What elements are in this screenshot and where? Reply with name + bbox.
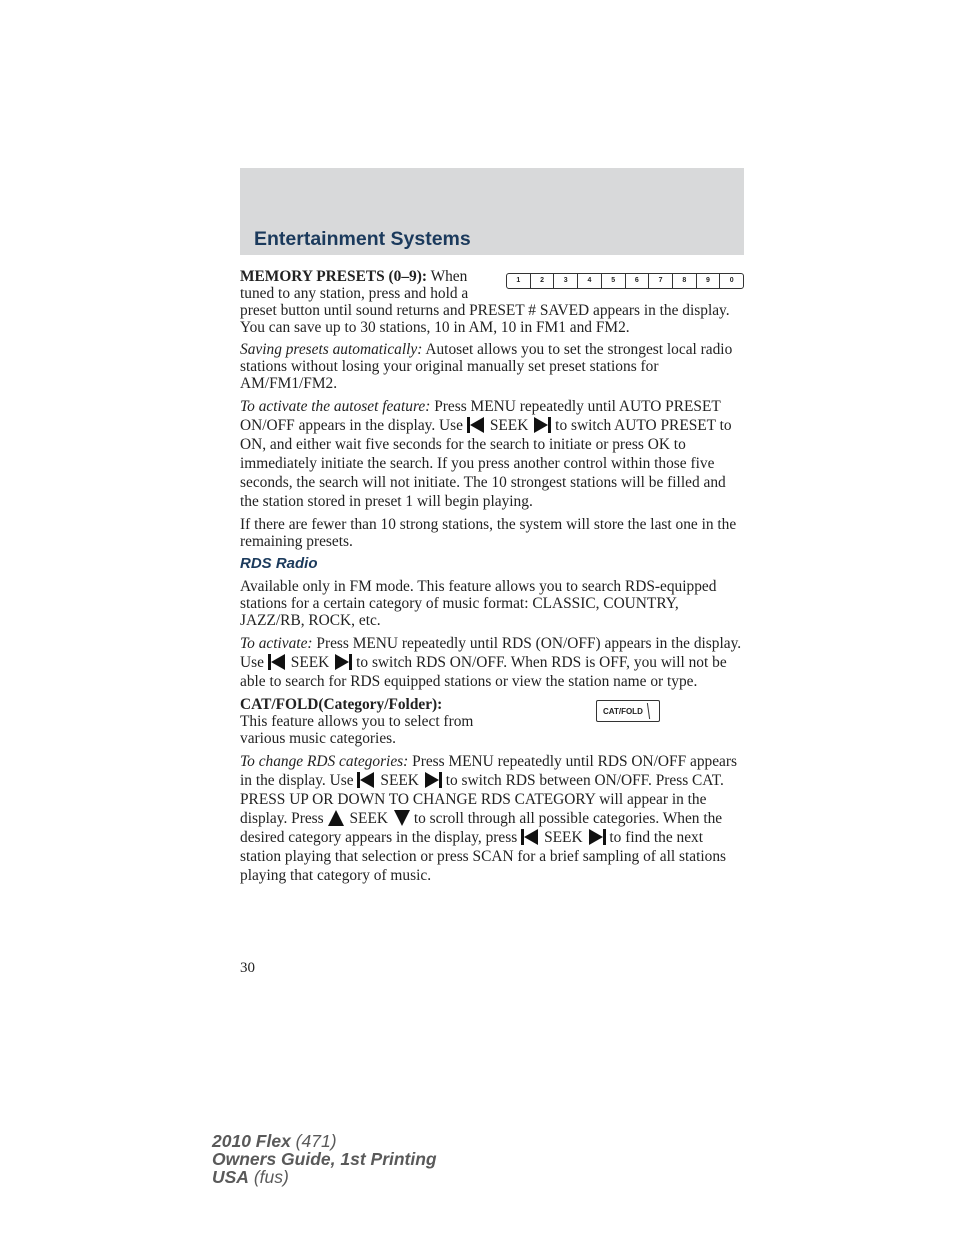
seek-control [521,828,605,847]
preset-button-7: 7 [649,274,673,288]
rds-activate-text-a: Press MENU repeatedly until RDS (ON/OFF) appears in the display. Use [240,635,742,671]
saving-presets-lead: Saving presets automatically: [240,341,423,358]
seek-label: SEEK [489,417,529,434]
autoset-paragraph [240,397,744,511]
change-text-c: to scroll through all possible categories. When the desired category appears in the display, press [240,810,723,846]
preset-button-6: 6 [626,274,650,288]
preset-button-1: 1 [507,274,531,288]
seek-control [467,416,551,435]
page-number: 30 [240,960,255,976]
rds-activate-paragraph [240,634,744,691]
catfold-lead: CAT/FOLD(Category/Folder): [240,696,443,713]
seek-back-icon [360,772,374,788]
seek-updown-control [328,809,410,828]
seek-back-icon [524,829,538,845]
seek-label: SEEK [290,654,330,671]
autoset-lead: To activate the autoset feature: [240,398,431,415]
seek-control [268,653,352,672]
preset-button-4: 4 [578,274,602,288]
footer-line-1 [212,1132,437,1150]
page-content [240,268,744,890]
preset-button-3: 3 [554,274,578,288]
seek-label: SEEK [544,829,583,846]
fewer-stations-paragraph [240,516,744,550]
catfold-button-illustration: CAT/FOLD [596,700,660,722]
autoset-text-a: Press MENU repeatedly until AUTO PRESET ON/OFF appears in the display. Use [240,398,721,434]
memory-presets-text: When tuned to any station, press and hold a preset button until sound returns and PRESET # SAVED appears in the display. You can save up to 30 stations, 10 in AM, 10 in FM1 and FM2. [240,268,730,336]
preset-button-8: 8 [673,274,697,288]
change-text-a: Press MENU repeatedly until RDS ON/OFF appears in the display. Use [240,753,738,789]
change-categories-paragraph [240,752,744,885]
footer-line-3 [212,1168,437,1186]
fewer-stations-text: If there are fewer than 10 strong stations, the system will store the last one in the remaining presets. [240,516,737,550]
change-text-d: to find the next station playing that selection or press SCAN for a brief sampling of all stations playing that category of music. [240,829,726,884]
seek-forward-icon [589,829,603,845]
seek-forward-icon [534,417,548,433]
footer-model-code: (471) [290,1131,337,1151]
saving-presets-paragraph [240,341,744,392]
seek-up-icon [328,810,344,826]
change-text-b: to switch RDS between ON/OFF. Press CAT. PRESS UP OR DOWN TO CHANGE RDS CATEGORY will appear in the display. Press [240,772,724,827]
preset-button-0: 0 [729,277,734,284]
seek-down-icon [394,810,410,826]
seek-label: SEEK [349,810,388,827]
seek-control [357,771,441,790]
seek-label: SEEK [380,772,419,789]
change-categories-lead: To change RDS categories: [240,753,409,770]
rds-activate-text-b: to switch RDS ON/OFF. When RDS is OFF, you will not be able to search for RDS equipped stations or view the station name or type. [240,654,727,690]
footer-line-2: Owners Guide, 1st Printing [212,1149,437,1169]
preset-button-5: 5 [602,274,626,288]
rds-activate-lead: To activate: [240,635,313,652]
seek-forward-icon [335,654,349,670]
footer-model: 2010 Flex [212,1131,291,1151]
rds-intro-text: Available only in FM mode. This feature allows you to search RDS-equipped stations for a certain category of music format: CLASSIC, COUNTRY, JAZZ/RB, ROCK, etc. [240,578,717,629]
preset-button-2: 2 [531,274,555,288]
catfold-paragraph [240,696,744,747]
saving-presets-text: Autoset allows you to set the strongest local radio stations without losing your original manually set preset stations for AM/FM1/FM2. [240,341,733,392]
section-title: Entertainment Systems [254,228,471,250]
memory-presets-lead: MEMORY PRESETS (0–9): [240,268,427,285]
seek-forward-icon [425,772,439,788]
catfold-text: This feature allows you to select from various music categories. [240,713,474,747]
document-footer [212,1132,437,1186]
preset-button-9: 9 [697,274,721,288]
rds-heading: RDS Radio [240,555,318,572]
seek-back-icon [470,417,484,433]
autoset-text-b: to switch AUTO PRESET to ON, and either wait five seconds for the search to initiate or press OK to immediately initiate the search. If you press another control within those five seconds, the search will not initiate. The 10 strongest stations will be filled and the station stored in preset 1 will begin playing. [240,417,732,510]
section-header [240,168,744,255]
preset-buttons-illustration [506,273,744,289]
seek-back-icon [271,654,285,670]
footer-market: USA [212,1167,249,1187]
footer-market-code: (fus) [248,1167,289,1187]
rds-intro-paragraph [240,578,744,629]
